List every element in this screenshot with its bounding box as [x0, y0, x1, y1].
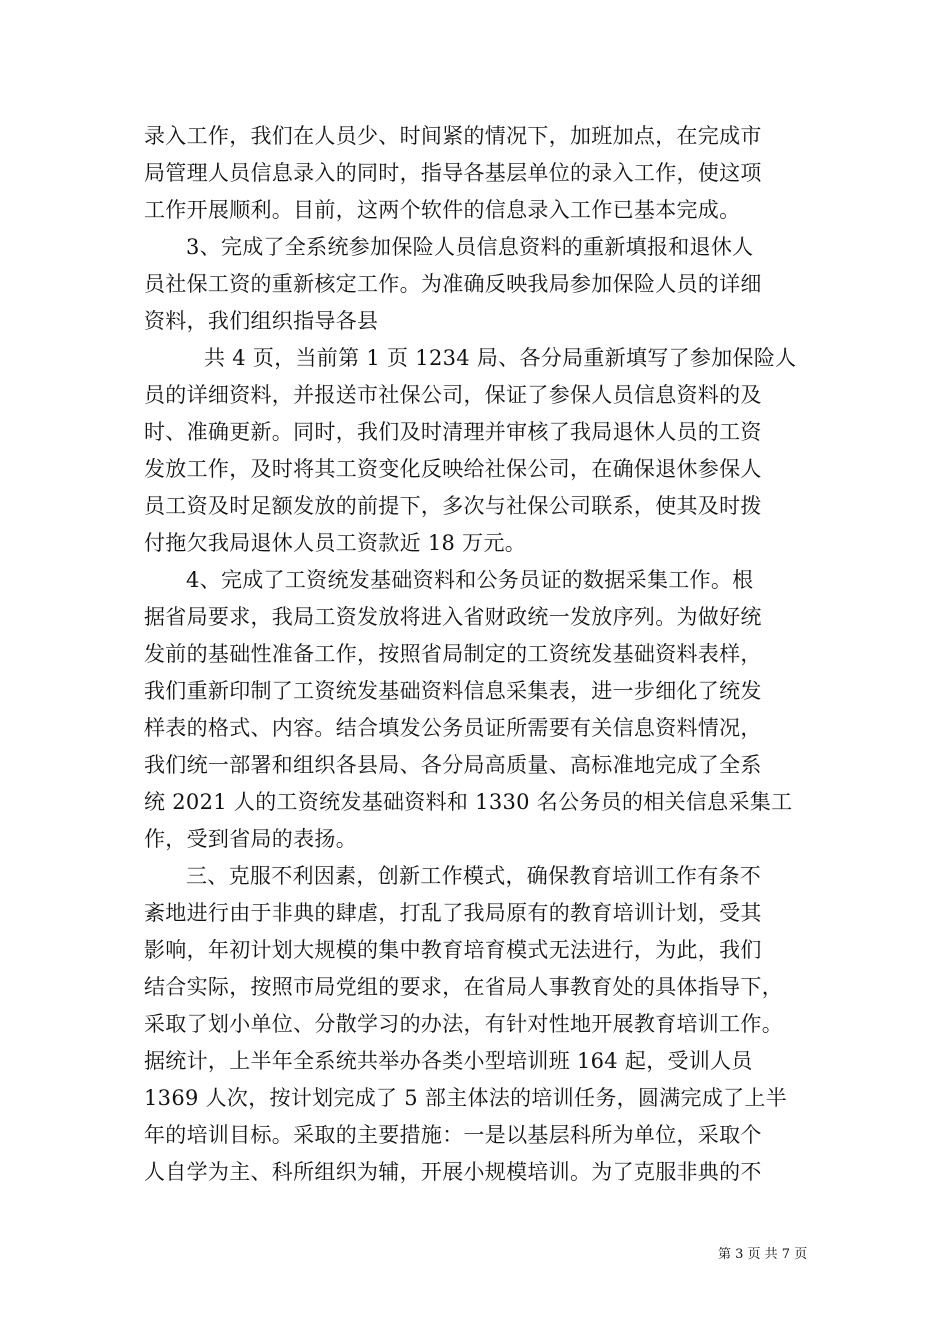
text-line: 工作开展顺利。目前，这两个软件的信息录入工作已基本完成。 [144, 198, 741, 222]
paragraph-start-line: 4、完成了工资统发基础资料和公务员证的数据采集工作。根 [186, 568, 754, 592]
text-line: 员的详细资料，并报送市社保公司，保证了参保人员信息资料的及 [144, 383, 762, 407]
text-line: 紊地进行由于非典的肆虐，打乱了我局原有的教育培训计划，受其 [144, 901, 762, 925]
text-line: 年的培训目标。采取的主要措施：一是以基层科所为单位，采取个 [144, 1123, 762, 1147]
text-line: 统 2021 人的工资统发基础资料和 1330 名公务员的相关信息采集工 [144, 790, 793, 814]
paragraph-start-line: 共 4 页，当前第 1 页 1234 局、各分局重新填写了参加保险人 [204, 346, 797, 370]
text-line: 结合实际，按照市局党组的要求，在省局人事教育处的具体指导下， [144, 975, 783, 999]
text-line: 1369 人次，按计划完成了 5 部主体法的培训任务，圆满完成了上半 [144, 1086, 788, 1110]
text-line: 局管理人员信息录入的同时，指导各基层单位的录入工作，使这项 [144, 161, 762, 185]
text-line: 据省局要求，我局工资发放将进入省财政统一发放序列。为做好统 [144, 605, 762, 629]
text-line: 时、准确更新。同时，我们及时清理并审核了我局退休人员的工资 [144, 420, 762, 444]
text-line: 资料，我们组织指导各县 [144, 309, 379, 333]
text-line: 样表的格式、内容。结合填发公务员证所需要有关信息资料情况， [144, 716, 762, 740]
paragraph-start-line: 3、完成了全系统参加保险人员信息资料的重新填报和退休人 [186, 235, 754, 259]
text-line: 影响，年初计划大规模的集中教育培育模式无法进行，为此，我们 [144, 938, 762, 962]
page-number-footer: 第 3 页 共 7 页 [718, 1247, 808, 1262]
paragraph-start-line: 三、克服不利因素，创新工作模式，确保教育培训工作有条不 [186, 864, 762, 888]
text-line: 据统计，上半年全系统共举办各类小型培训班 164 起，受训人员 [144, 1049, 753, 1073]
text-line: 采取了划小单位、分散学习的办法，有针对性地开展教育培训工作。 [144, 1012, 783, 1036]
text-line: 作，受到省局的表扬。 [144, 827, 357, 851]
text-line: 我们重新印制了工资统发基础资料信息采集表，进一步细化了统发 [144, 679, 762, 703]
text-line: 员工资及时足额发放的前提下，多次与社保公司联系，使其及时拨 [144, 494, 762, 518]
text-line: 人自学为主、科所组织为辅，开展小规模培训。为了克服非典的不 [144, 1160, 762, 1184]
text-line: 发放工作，及时将其工资变化反映给社保公司，在确保退休参保人 [144, 457, 762, 481]
text-line: 付拖欠我局退休人员工资款近 18 万元。 [144, 531, 527, 555]
text-line: 员社保工资的重新核定工作。为准确反映我局参加保险人员的详细 [144, 272, 762, 296]
text-line: 我们统一部署和组织各县局、各分局高质量、高标准地完成了全系 [144, 753, 762, 777]
text-line: 发前的基础性准备工作，按照省局制定的工资统发基础资料表样， [144, 642, 762, 666]
text-line: 录入工作，我们在人员少、时间紧的情况下，加班加点，在完成市 [144, 124, 762, 148]
body-text [144, 118, 816, 1191]
